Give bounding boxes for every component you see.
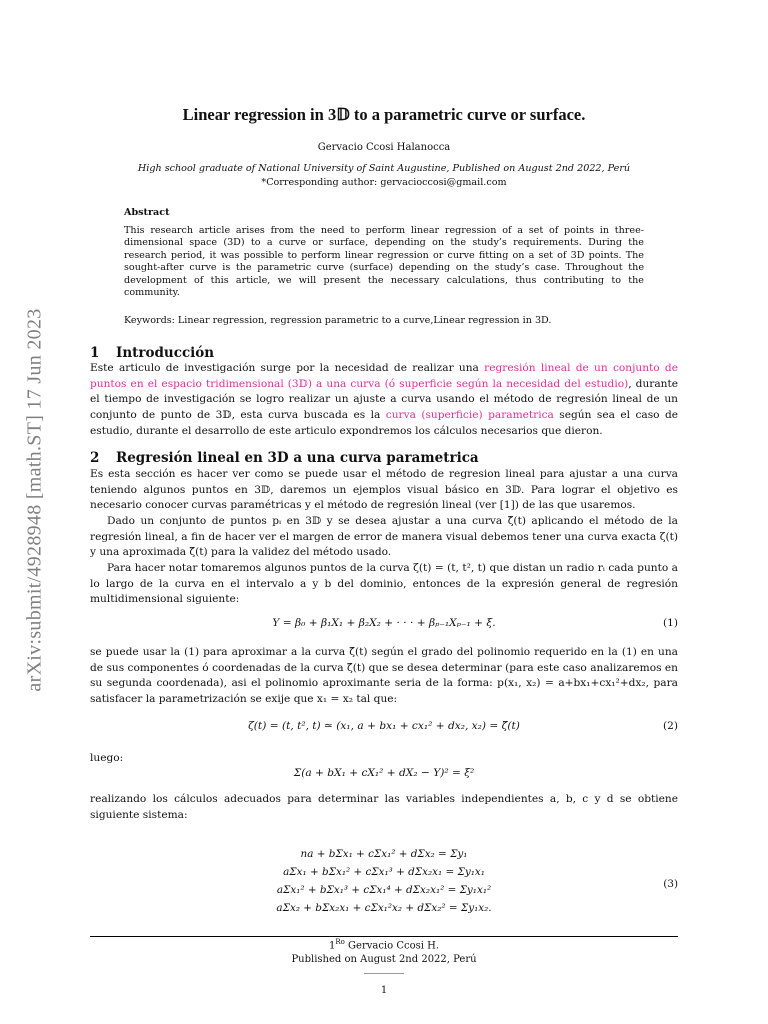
arxiv-identifier: arXiv:submit/4928948 [math.ST] 17 Jun 2023 — [23, 308, 46, 692]
author-affiliation: High school graduate of National University of Saint Augustine, Published on August 2nd 2022, Perú — [137, 163, 631, 174]
paper-title: Linear regression in 3𝔻 to a parametric curve or surface. — [182, 105, 586, 124]
section-number: 1 — [90, 345, 100, 361]
footnote-author — [90, 938, 678, 951]
section-2-paragraph-4: se puede usar la (1) para aproximar a la curva ζ̃(t) según el grado del polinomio requerido en la (1) en una de sus componentes ó coordenadas de la curva ζ̃(t) que se desea determinar (para este caso analizaremos en su segunda coordenada), asi el polinomio aproximante seria de la forma: p(x₁, x₂) = a+bx₁+cx₁²+dx₂, para satisfacer la parametrización se exije que x₁ = x₂ tal que: — [90, 646, 678, 706]
system-row: aΣx₁ + bΣx₁² + cΣx₁³ + dΣx₂x₁ = Σy₁x₁ — [283, 866, 485, 878]
corresponding-author: *Corresponding author: gervacioccosi@gmail.com — [261, 177, 507, 188]
system-row: aΣx₂ + bΣx₂x₁ + cΣx₁²x₂ + dΣx₂² = Σy₁x₂. — [276, 902, 492, 914]
equation-number: (1) — [662, 617, 678, 629]
system-row: aΣx₁² + bΣx₁³ + cΣx₁⁴ + dΣx₂x₁² = Σy₁x₁² — [276, 884, 492, 896]
section-title: Introducción — [116, 345, 215, 361]
abstract-heading: Abstract — [124, 207, 170, 218]
section-2-heading — [90, 450, 479, 466]
equation-number: (2) — [662, 720, 678, 732]
keywords: Keywords: Linear regression, regression parametric to a curve,Linear regression in 3D. — [124, 315, 552, 326]
footnote-published: Published on August 2nd 2022, Perú — [291, 954, 477, 965]
page-divider — [364, 973, 404, 974]
text-run: según sea el caso de estudio, durante el desarrollo de este articulo expondremos los cálculos necesarios que dieron. — [90, 409, 679, 437]
luego-text: luego: — [90, 752, 124, 764]
footnote-name: Gervacio Ccosi H. — [344, 940, 440, 952]
section-number: 2 — [90, 450, 100, 466]
text-run: Este articulo de investigación surge por la necesidad de realizar una — [90, 362, 485, 374]
section-1-paragraph — [90, 361, 678, 440]
highlight-link[interactable]: curva (superficie) parametrica — [385, 409, 554, 422]
page-number: 1 — [380, 985, 388, 996]
text-run: , durante el tiempo de investigación se logro realizar un ajuste a curva usando el método de regresión lineal de un conjunto de punto de 3𝔻, esta curva buscada es la — [90, 377, 678, 422]
equation-body: ζ(t) = (t, t², t) ≃ (x₁, a + bx₁ + cx₁² + dx₂, x₂) = ζ̃(t) — [248, 720, 520, 732]
system-row: na + bΣx₁ + cΣx₁² + dΣx₂ = Σy₁ — [300, 848, 468, 860]
section-2-paragraph-2: Dado un conjunto de puntos pᵢ en 3𝔻 y se desea ajustar a una curva ζ̃(t) aplicando el método de la regresión lineal, a fin de hacer ver el margen de error de manera visual debemos tener una curva exacta ζ(t) y una aproximada ζ̃(t) para la validez del método usado. — [90, 515, 678, 559]
equation-body: Σ(a + bX₁ + cX₁² + dX₂ − Y)² = ξ² — [293, 767, 475, 779]
section-1-heading — [90, 345, 214, 361]
section-2-paragraph-3: Para hacer notar tomaremos algunos puntos de la curva ζ(t) = (t, t², t) que distan un radio rᵢ cada punto a lo largo de la curva en el intervalo a y b del dominio, entonces de la expresión general de regresión multidimensional siguiente: — [90, 562, 678, 606]
author-name: Gervacio Ccosi Halanocca — [317, 142, 451, 153]
footnote-divider — [90, 936, 678, 937]
equation-body: Y = β₀ + β₁X₁ + β₂X₂ + · · · + βₚ₋₁Xₚ₋₁ + ξ. — [272, 617, 496, 629]
section-title: Regresión lineal en 3D a una curva parametrica — [116, 450, 479, 466]
section-2-paragraph-1: Es esta sección es hacer ver como se puede usar el método de regresion lineal para ajustar a una curva teniendo algunos puntos en 3𝔻, daremos un ejemplos visual básico en 3𝔻. Para lograr el objetivo es necesario conocer curvas paramétricas y el método de regresión lineal (ver [1]) de las que usaremos. — [90, 468, 678, 512]
highlight-link[interactable]: regresión lineal de un conjunto de puntos en el espacio tridimensional (3𝔻) a una curva (ó superficie según la necesidad del estudio) — [90, 362, 678, 390]
arxiv-sidebar — [20, 300, 50, 700]
footnote-prefix: 1 — [328, 940, 336, 952]
footnote-superscript: Ro — [335, 938, 345, 946]
equation-number: (3) — [663, 878, 678, 890]
section-2-paragraph-5: realizando los cálculos adecuados para determinar las variables independientes a, b, c y d se obtiene siguiente sistema: — [90, 793, 678, 821]
abstract-body: This research article arises from the need to perform linear regression of a set of points in three-dimensional space (3D) to a curve or surface, depending on the study’s requirements. During the research period, it was possible to perform linear regression or curve fitting on a set of 3D points. The sought-after curve is the parametric curve (surface) depending on the study’s case. Throughout the development of this article, we will present the necessary calculations, thus contributing to the community. — [124, 225, 644, 299]
